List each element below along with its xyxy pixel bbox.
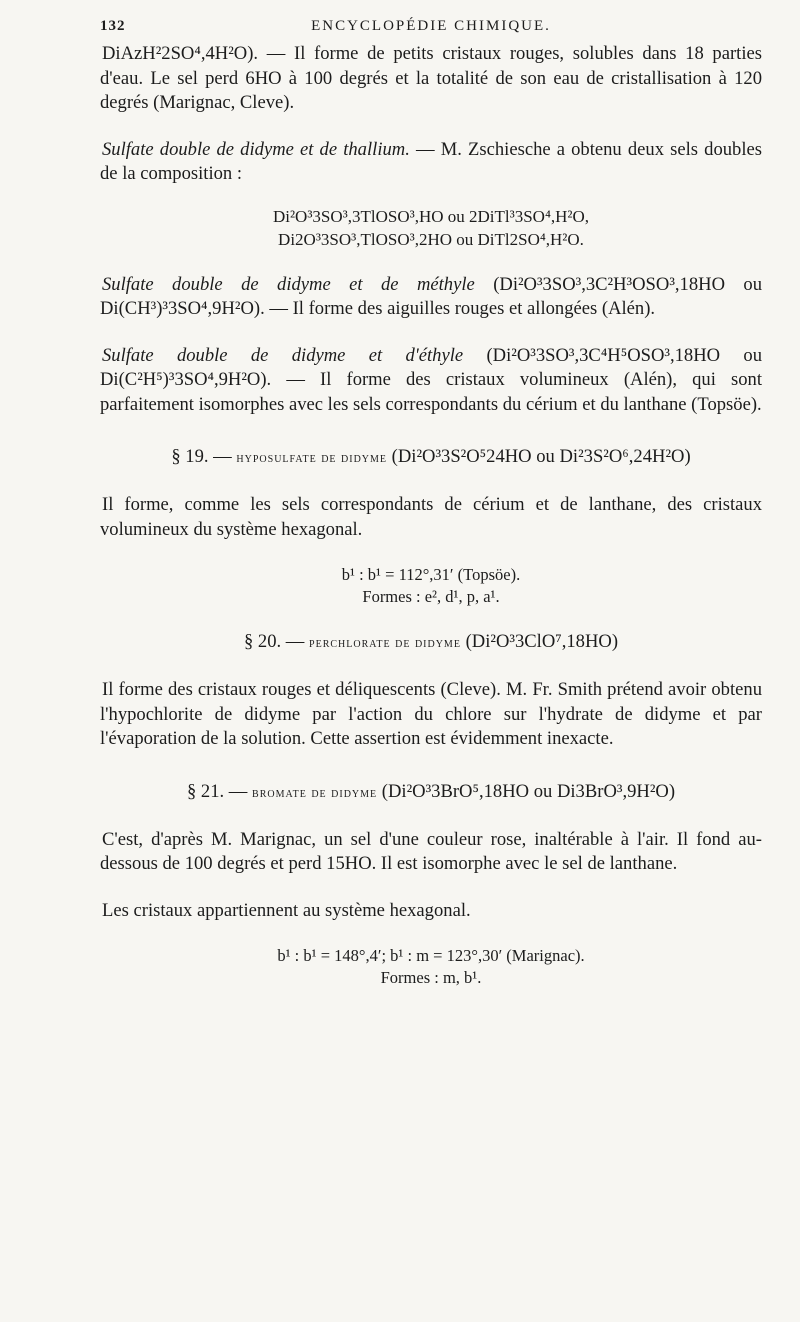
section-19-label: hyposulfate de didyme — [236, 451, 388, 466]
section-title-thallium: Sulfate double de didyme et de thallium. — [102, 138, 410, 160]
section-21-label: bromate de didyme — [252, 785, 378, 801]
paragraph-thallium — [100, 138, 762, 187]
paragraph-thallium-text: — M. Zschiesche a obtenu deux sels doubles de la composition : — [100, 138, 762, 184]
section-20-heading — [100, 630, 762, 656]
paragraph-cristaux: Les cristaux appartiennent au système hexagonal. — [102, 899, 471, 921]
section-19-heading — [100, 445, 762, 471]
paragraph-ethyle-text: (Di²O³3SO³,3C⁴H⁵OSO³,18HO ou Di(C²H⁵)³3SO⁴,9H²O). — Il forme des cristaux volumineux (Alén), qui sont parfaitement isomorphes avec les sels correspondants du cérium et du lanthane (Topsöe). — [100, 344, 762, 415]
section-20-label: perchlorate de didyme — [309, 636, 461, 651]
paragraph-bromate: C'est, d'après M. Marignac, un sel d'une couleur rose, inaltérable à l'air. Il fond au-dessous de 100 degrés et perd 15HO. Il est isomorphe avec le sel de lanthane. — [100, 828, 762, 874]
section-21-formula: (Di²O³3BrO⁵,18HO ou Di3BrO³,9H²O) — [377, 780, 676, 802]
crystal-angle-2: b¹ : b¹ = 148°,4′; b¹ : m = 123°,30′ (Marignac). — [277, 946, 585, 965]
paragraph-1: DiAzH²2SO⁴,4H²O). — Il forme de petits cristaux rouges, solubles dans 18 parties d'eau. Le sel perd 6HO à 100 degrés et la totalité de son eau de cristallisation à 120 degrés (Marignac, Cleve). — [100, 43, 762, 113]
formula-line-1: Di²O³3SO³,3TlOSO³,HO ou 2DiTl³3SO⁴,H²O, — [272, 206, 590, 226]
running-head — [100, 18, 762, 42]
crystal-forms-2: Formes : m, b¹. — [380, 968, 482, 987]
crystal-angle-1: b¹ : b¹ = 112°,31′ (Topsöe). — [341, 565, 521, 584]
paragraph-methyle-text: (Di²O³3SO³,3C²H³OSO³,18HO ou Di(CH³)³3SO⁴,9H²O). — Il forme des aiguilles rouges et allongées (Alén). — [100, 273, 763, 319]
formula-line-2: Di2O³3SO³,TlOSO³,2HO ou DiTl2SO⁴,H²O. — [278, 229, 584, 249]
paragraph-hyposulfate: Il forme, comme les sels correspondants de cérium et de lanthane, des cristaux volumineux du système hexagonal. — [100, 494, 762, 540]
section-20-formula: (Di²O³3ClO⁷,18HO) — [460, 631, 619, 652]
section-19-number: § 19. — — [171, 446, 237, 467]
paragraph-ethyle — [100, 344, 762, 418]
crystal-forms-1: Formes : e², d¹, p, a¹. — [362, 587, 500, 606]
paragraph-perchlorate: Il forme des cristaux rouges et déliquescents (Cleve). M. Fr. Smith prétend avoir obtenu l'hypochlorite de didyme par l'action du chlore sur l'hydrate de didyme et par l'évaporation de la solution. Cette assertion est évidemment inexacte. — [100, 679, 762, 749]
section-19-formula: (Di²O³3S²O⁵24HO ou Di²3S²O⁶,24H²O) — [387, 446, 691, 467]
section-title-methyle: Sulfate double de didyme et de méthyle — [102, 273, 475, 295]
paragraph-methyle — [100, 273, 762, 322]
section-20-number: § 20. — — [243, 631, 310, 652]
page-number: 132 — [100, 18, 126, 34]
running-title: ENCYCLOPÉDIE CHIMIQUE. — [311, 18, 551, 34]
section-title-ethyle: Sulfate double de didyme et d'éthyle — [102, 344, 464, 366]
section-21-heading — [100, 780, 762, 806]
section-21-number: § 21. — — [186, 780, 253, 802]
